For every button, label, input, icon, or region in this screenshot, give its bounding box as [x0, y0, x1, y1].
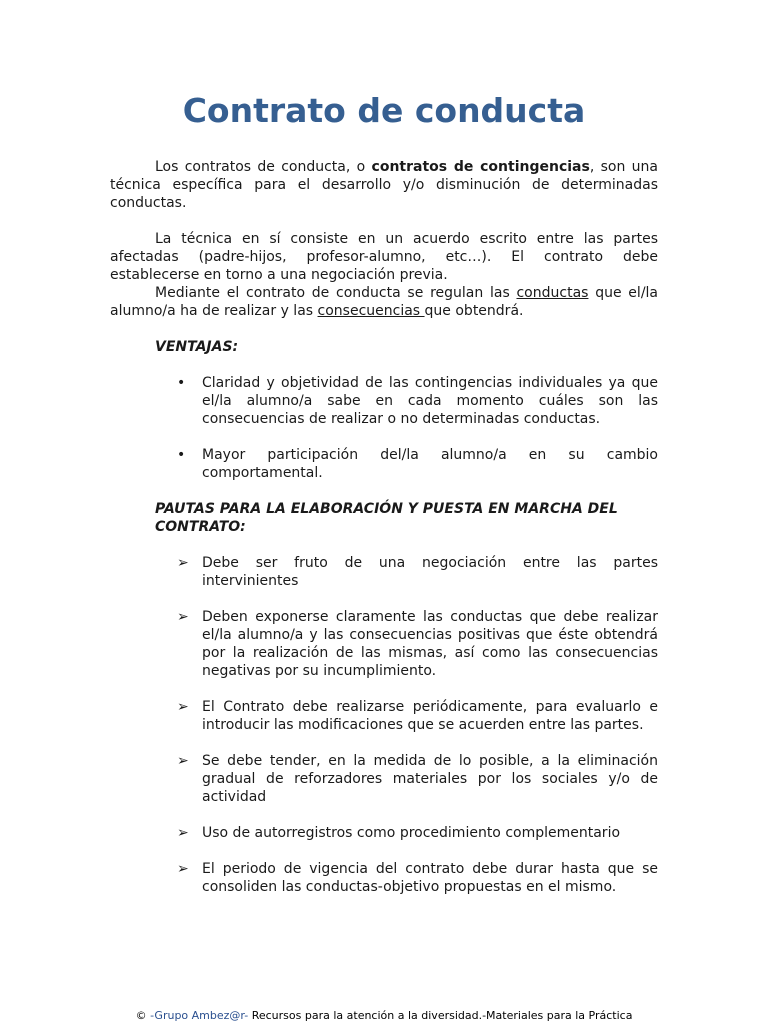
pautas-list: [110, 554, 658, 896]
arrow-bullet-icon: ➢: [177, 825, 189, 841]
list-item: [110, 608, 658, 680]
document-body: [110, 158, 658, 896]
intro-bold-term: contratos de contingencias: [371, 159, 590, 175]
list-item-text: Uso de autorregistros como procedimiento complementario: [202, 825, 621, 841]
arrow-bullet-icon: ➢: [177, 699, 189, 715]
intro-text: Mediante el contrato de conducta se regulan las: [155, 285, 517, 301]
intro-text: que el/la alumno/a ha de realizar y las: [110, 285, 658, 319]
list-item-text: Se debe tender, en la medida de lo posible, a la eliminación gradual de reforzadores materiales por los sociales y/o de actividad: [202, 753, 658, 805]
intro-paragraph-2: La técnica en sí consiste en un acuerdo escrito entre las partes afectadas (padre-hijos, profesor-alumno, etc…). El contrato debe establecerse en torno a una negociación previa.: [110, 231, 658, 283]
intro-paragraph-3: [110, 284, 658, 320]
list-item-text: El periodo de vigencia del contrato debe durar hasta que se consoliden las conductas-objetivo propuestas en el mismo.: [202, 861, 658, 895]
list-item: [110, 446, 658, 482]
footer-brand: -Grupo Ambez@r-: [150, 1009, 249, 1022]
underlined-term-conductas: conductas: [516, 285, 589, 301]
list-item: [110, 860, 658, 896]
list-item-text: Debe ser fruto de una negociación entre las partes intervinientes: [202, 555, 658, 589]
intro-text: , son una técnica específica para el desarrollo y/o disminución de determinadas conductas.: [110, 159, 658, 211]
list-item-text: El Contrato debe realizarse periódicamente, para evaluarlo e introducir las modificaciones que se acuerden entre las partes.: [202, 699, 658, 733]
pautas-heading: PAUTAS PARA LA ELABORACIÓN Y PUESTA EN MARCHA DEL CONTRATO:: [155, 501, 618, 535]
list-item-text: Claridad y objetividad de las contingencias individuales ya que el/la alumno/a sabe en cada momento cuáles son las consecuencias de realizar o no determinadas conductas.: [202, 375, 658, 427]
list-item-text: Mayor participación del/la alumno/a en su cambio comportamental.: [202, 447, 658, 481]
arrow-bullet-icon: ➢: [177, 609, 189, 625]
underlined-term-consecuencias: consecuencias: [317, 303, 425, 319]
page-title: Contrato de conducta: [182, 91, 586, 130]
arrow-bullet-icon: ➢: [177, 861, 189, 877]
copyright-icon: ©: [135, 1009, 151, 1022]
ventajas-heading: VENTAJAS:: [155, 339, 239, 355]
intro-text: Los contratos de conducta, o: [155, 159, 372, 175]
intro-text: que obtendrá.: [424, 303, 524, 319]
list-item-text: Deben exponerse claramente las conductas que debe realizar el/la alumno/a y las consecuencias positivas que éste obtendrá por la realización de las mismas, así como las consecuencias negativas por su incumplimiento.: [202, 609, 658, 679]
list-item: [110, 374, 658, 428]
bullet-icon: •: [177, 375, 186, 391]
page-footer: [0, 1008, 768, 1024]
footer-text: Recursos para la atención a la diversidad.-Materiales para la Práctica: [248, 1009, 633, 1022]
arrow-bullet-icon: ➢: [177, 753, 189, 769]
ventajas-list: [110, 374, 658, 482]
list-item: [110, 554, 658, 590]
list-item: [110, 752, 658, 806]
list-item: [110, 698, 658, 734]
list-item: [110, 824, 658, 842]
intro-paragraph-1: [110, 158, 658, 212]
bullet-icon: •: [177, 447, 186, 463]
arrow-bullet-icon: ➢: [177, 555, 189, 571]
